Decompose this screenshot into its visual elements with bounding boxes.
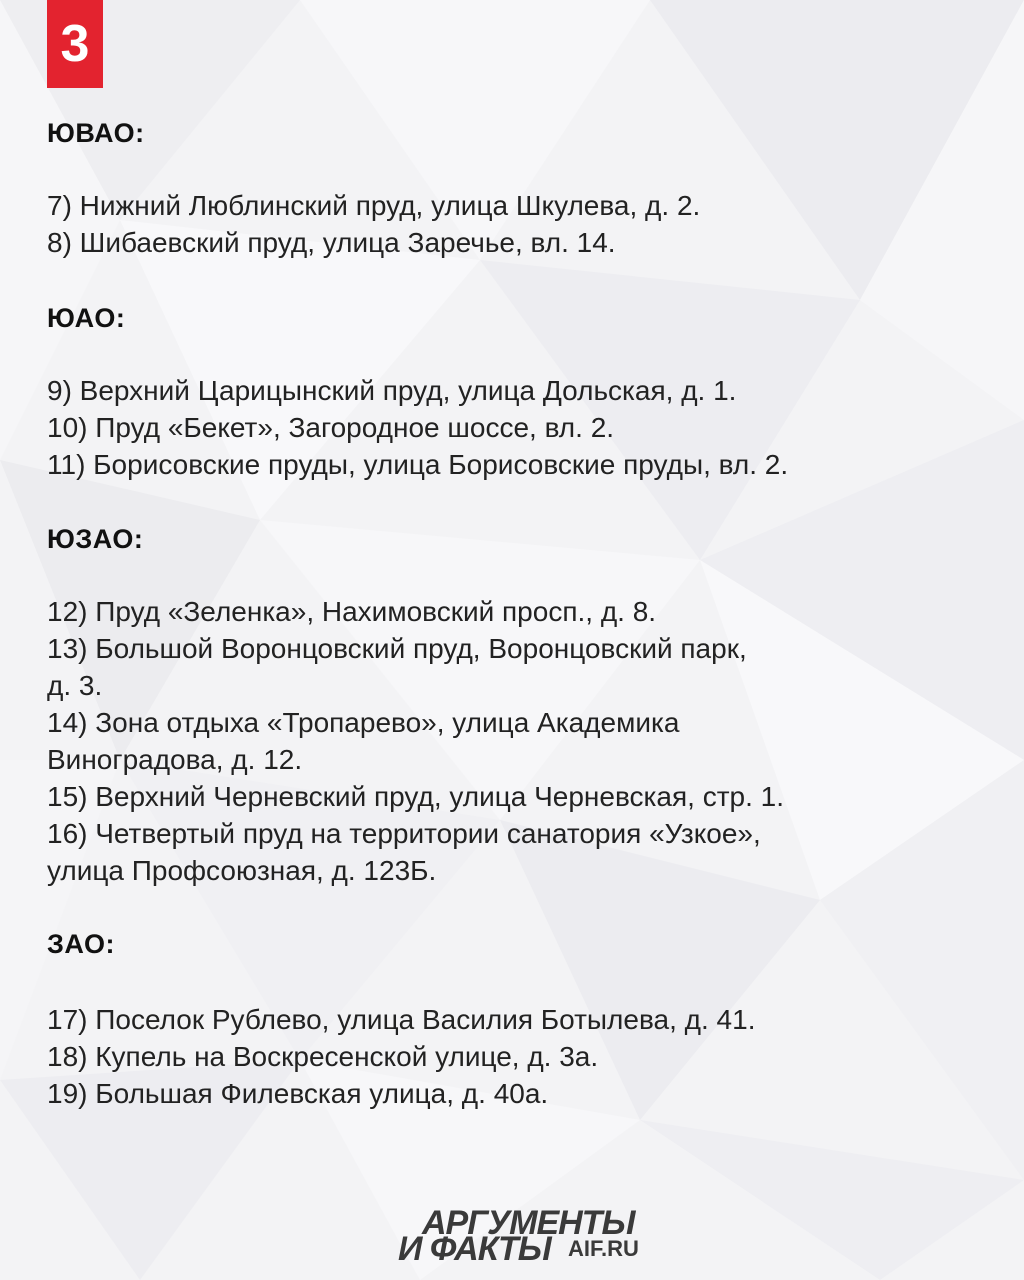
list-item: д. 3.: [47, 670, 103, 701]
list-item: 19) Большая Филевская улица, д. 40а.: [47, 1078, 549, 1109]
list-item: 12) Пруд «Зеленка», Нахимовский просп., д. 8.: [47, 596, 657, 627]
list-item: 17) Поселок Рублево, улица Василия Ботылева, д. 41.: [47, 1004, 756, 1035]
logo-line-1: АРГУМЕНТЫ: [422, 1204, 635, 1242]
section-heading: ЗАО:: [47, 929, 116, 959]
section-heading: ЮЗАО:: [47, 524, 144, 554]
logo-site: AIF.RU: [568, 1236, 639, 1261]
list-item: 18) Купель на Воскресенской улице, д. 3а.: [47, 1041, 599, 1072]
list-item: улица Профсоюзная, д. 123Б.: [47, 855, 437, 886]
list-item: 16) Четвертый пруд на территории санатория «Узкое»,: [47, 818, 761, 849]
page-number-badge: 3: [47, 0, 103, 88]
list-item: 9) Верхний Царицынский пруд, улица Дольская, д. 1.: [47, 375, 737, 406]
list-item: 7) Нижний Люблинский пруд, улица Шкулева, д. 2.: [47, 190, 701, 221]
list-item: 15) Верхний Черневский пруд, улица Черневская, стр. 1.: [47, 781, 784, 812]
list-item: 8) Шибаевский пруд, улица Заречье, вл. 14.: [47, 227, 616, 258]
list-item: 10) Пруд «Бекет», Загородное шоссе, вл. 2.: [47, 412, 615, 443]
logo-line-2: И ФАКТЫ: [398, 1230, 551, 1268]
list-item: 14) Зона отдыха «Тропарево», улица Академика: [47, 707, 680, 738]
list-item: Виноградова, д. 12.: [47, 744, 303, 775]
list-item: 11) Борисовские пруды, улица Борисовские пруды, вл. 2.: [47, 449, 789, 480]
section-heading: ЮАО:: [47, 303, 126, 333]
section-heading: ЮВАО:: [47, 118, 145, 148]
list-item: 13) Большой Воронцовский пруд, Воронцовский парк,: [47, 633, 747, 664]
